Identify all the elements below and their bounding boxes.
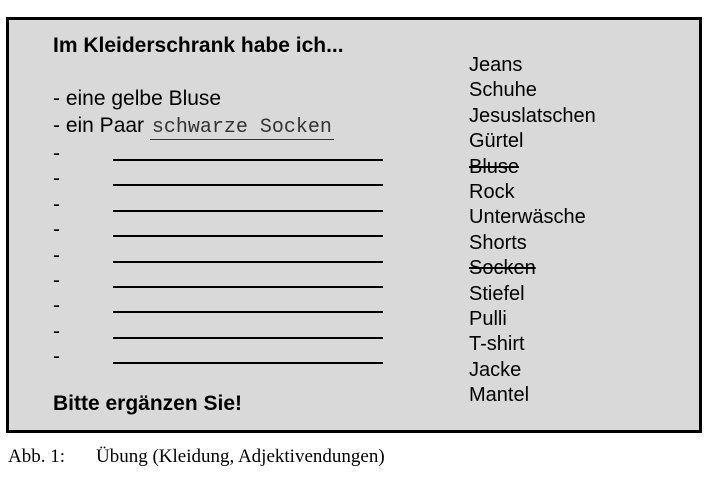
word-bank-item: Jacke (469, 358, 522, 381)
answer-line[interactable] (113, 337, 383, 339)
word-bank-item: Socken (469, 257, 536, 280)
exercise-title: Im Kleiderschrank habe ich... (53, 34, 344, 57)
word-bank-item: Schuhe (469, 79, 537, 102)
word-bank-item: Mantel (469, 384, 530, 407)
blank-row[interactable] (53, 220, 393, 245)
example-item-2 (53, 114, 334, 139)
blank-row[interactable] (53, 319, 393, 347)
blank-row[interactable] (53, 296, 393, 321)
blank-dash: - (53, 345, 60, 369)
blank-dash: - (53, 167, 60, 191)
word-bank (469, 53, 596, 409)
blank-row[interactable] (53, 169, 393, 194)
example-item-1 (53, 87, 221, 111)
answer-line[interactable] (113, 261, 383, 263)
example-item-2-text: - ein Paar (53, 114, 145, 137)
word-bank-item: Unterwäsche (469, 206, 586, 229)
blank-dash: - (53, 269, 60, 292)
word-bank-item: T-shirt (469, 333, 525, 356)
figure-caption (8, 446, 385, 468)
blank-row[interactable] (53, 347, 393, 372)
word-bank-item: Stiefel (469, 282, 525, 305)
answer-line[interactable] (113, 210, 383, 212)
word-bank-item: Pulli (469, 308, 507, 331)
blank-row[interactable] (53, 144, 393, 169)
blank-dash: - (53, 218, 60, 242)
answer-line[interactable] (113, 159, 383, 161)
blank-row[interactable] (53, 271, 393, 296)
example-item-1-text: - eine gelbe Bluse (53, 87, 222, 110)
blank-dash: - (53, 142, 60, 165)
blank-dash: - (53, 319, 60, 343)
answer-line[interactable] (113, 286, 383, 288)
blank-row[interactable] (53, 243, 393, 271)
instruction: Bitte ergänzen Sie! (53, 392, 243, 415)
word-bank-item: Gürtel (469, 130, 524, 153)
word-bank-item: Jeans (469, 54, 523, 76)
caption-text: Übung (Kleidung, Adjektivendungen) (96, 446, 385, 467)
word-bank-item: Shorts (469, 231, 527, 254)
blank-dash: - (53, 243, 60, 267)
exercise-box (6, 17, 702, 433)
answer-line[interactable] (113, 362, 383, 364)
blank-dash: - (53, 192, 60, 216)
blank-dash: - (53, 294, 60, 318)
word-bank-item: Jesuslatschen (469, 104, 596, 127)
caption-number: Abb. 1: (8, 446, 65, 467)
word-bank-item: Bluse (469, 155, 520, 178)
answer-line[interactable] (113, 235, 383, 237)
answer-line[interactable] (113, 311, 383, 313)
handwritten-answer: schwarze Socken (151, 116, 332, 139)
word-bank-item: Rock (469, 181, 515, 204)
blank-row[interactable] (53, 192, 393, 220)
answer-line[interactable] (113, 184, 383, 186)
